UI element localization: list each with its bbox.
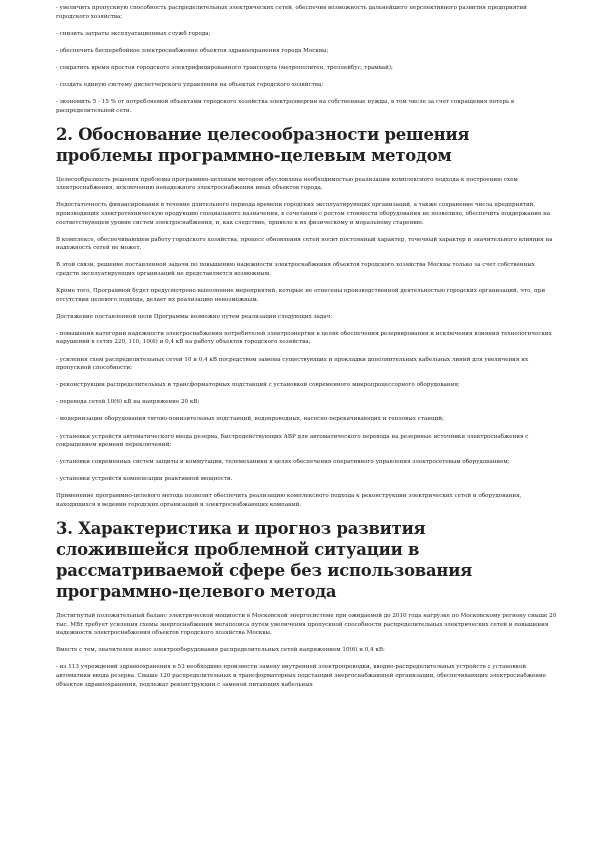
paragraph: Применение программно-целевого метода позволит обеспечить реализацию комплексного подхода к реконструкции электрических сетей и оборудования, находящихся в ведении городских организаций и электроснабжающих компаний.: [56, 493, 522, 508]
paragraph: Недостаточность финансирования в течение длительного периода времени городских эксплуатирующих организаций, а также сохранение числа предприятий, производящих электротехническую продукцию специального назначения, в сочетании с ростом стоимости оборудования не позволило, обеспечить поддержание на соответствующем уровне систем электроснабжения, и, как следствие, привело к их физическому и моральному старению.: [56, 202, 551, 226]
list-item: - из 113 учреждений здравоохранения в 53 необходимо произвести замену внутренней электропроводки, вводно-распределительных устройств с установкой автоматики ввода резерва. Свыше 120 распределительных и трансформаторных подстанций энергоснабжающей организации, обеспечивающих электроснабжение объектов здравоохранения, подлежат реконструкции с заменой питающих кабельных: [56, 664, 547, 688]
list-item: - модернизации оборудования тягово-понизительных подстанций, водопроводных, насосно-перекачивающих и тепловых станций;: [56, 416, 444, 423]
list-item: - установки современных систем защиты и коммутации, телемеханики в целях обеспечения оперативного управления электросетевым оборудованием;: [56, 459, 510, 466]
list-item: - увеличить пропускную способность распределительных электрических сетей, обеспечив возможность дальнейшего перспективного развития предприятий городского хозяйства;: [56, 5, 527, 20]
paragraph: Целесообразность решения проблемы программно-целевым методом обусловлена необходимостью реализации комплексного подхода к построению схем электроснабжения, исключению ненадежного электроснабжения иных объектов города.: [56, 176, 518, 192]
list-item: - установки устройств компенсации реактивной мощности.: [56, 476, 233, 483]
list-item: - установки устройств автоматического ввода резерва, быстродействующих АВР для автоматического перевода на резервные источники электроснабжения с сокращением времени переключений;: [56, 433, 529, 449]
section-2-heading: 2. Обоснование целесообразности решения проблемы программно-целевым методом: [56, 124, 470, 165]
list-item: - экономить 5 - 15 % от потребляемой объектами городского хозяйства электроэнергии на собственные нужды, в том числе за счет сокращения потерь в распределительной сети.: [56, 99, 515, 114]
list-item: - сократить время простоя городского электрифицированного транспорта (метрополитен, троллейбус, трамвай);: [56, 64, 393, 71]
list-item: - снизить затраты эксплуатационных служб города;: [56, 30, 211, 37]
paragraph: Достижение поставленной цели Программы возможно путем реализации следующих задач:: [56, 313, 333, 320]
paragraph: Достигнутый положительный баланс электрической мощности в Московской энергосистеме при ожидаемой до 2010 года нагрузке по Московскому региону свыше 20 тыс. МВт требует усиления схемы энергоснабжения мегаполиса путем увеличения пропускной способности распределительных электрических сетей и повышения надежности электроснабжения объектов городского хозяйства Москвы.: [56, 613, 557, 637]
list-item: - перевода сетей 10(6) кВ на напряжение 20 кВ;: [56, 399, 200, 406]
list-item: - обеспечить бесперебойное электроснабжение объектов здравоохранения города Москвы;: [56, 47, 329, 54]
list-item: - усиления схем распределительных сетей 10 и 0,4 кВ посредством замены существующих и прокладки дополнительных кабельных линий для увеличения их пропускной способности;: [56, 356, 529, 372]
paragraph: Вместе с тем, значителен износ электрооборудования распределительных сетей напряжением 10(6) и 0,4 кВ:: [56, 647, 385, 654]
section-3-heading: 3. Характеристика и прогноз развития сложившейся проблемной ситуации в рассматриваемой сфере без использования программно-целевого метода: [56, 519, 473, 602]
list-item: - создать единую систему диспетчерского управления на объектах городского хозяйства;: [56, 81, 324, 88]
paragraph: В этой связи, решение поставленной задачи по повышению надежности электроснабжения объектов городского хозяйства Москвы только за счет собственных средств эксплуатирующих организаций не представляется возможным.: [56, 262, 535, 277]
paragraph: Кроме того, Программой будет предусмотрено выполнение мероприятий, которые не отнесены производственной деятельностью городских организаций, что, при отсутствии целевого подхода, делает их реализацию невозможным.: [56, 288, 546, 303]
list-item: - повышения категории надежности электроснабжения потребителей электроэнергии в целях обеспечения резервирования и исключения влияния технологических нарушений в сетях 220, 110, 10(6) и 0,4 кВ на работу объектов городского хозяйства;: [56, 330, 552, 346]
list-item: - реконструкции распределительных и трансформаторных подстанций с установкой современного микропроцессорного оборудования;: [56, 382, 460, 389]
paragraph: В комплексе, обеспечивающем работу городского хозяйства, процесс обновления сетей носит постоянный характер, точечный характер и значительного влияния на надежность сетей не может.: [56, 236, 553, 252]
